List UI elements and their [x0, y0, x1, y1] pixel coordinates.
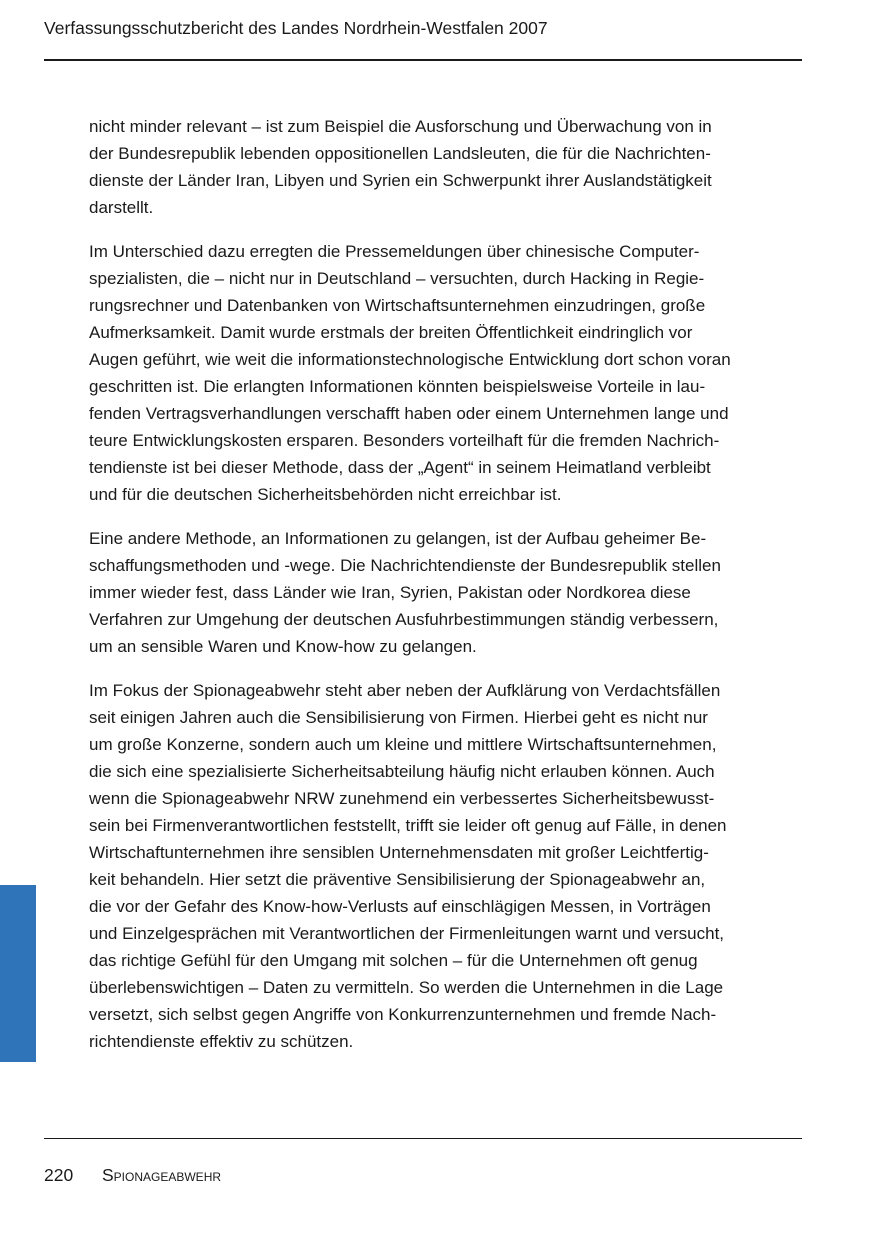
- text-line: wenn die Spionageabwehr NRW zunehmend ein verbessertes Sicherheitsbewusst-: [89, 789, 715, 808]
- text-line: tendienste ist bei dieser Methode, dass der „Agent“ in seinem Heimatland verbleibt: [89, 458, 711, 477]
- text-line: Im Unterschied dazu erregten die Pressemeldungen über chinesische Computer-: [89, 242, 700, 261]
- section-name: Spionageabwehr: [102, 1165, 222, 1185]
- header-divider: [44, 59, 802, 61]
- text-line: die sich eine spezialisierte Sicherheitsabteilung häufig nicht erlauben können. Auch: [89, 762, 715, 781]
- text-line: schaffungsmethoden und -wege. Die Nachrichtendienste der Bundesrepublik stellen: [89, 556, 721, 575]
- text-line: Verfahren zur Umgehung der deutschen Ausfuhrbestimmungen ständig verbessern,: [89, 610, 719, 629]
- text-line: Augen geführt, wie weit die informationstechnologische Entwicklung dort schon voran: [89, 350, 731, 369]
- text-line: fenden Vertragsverhandlungen verschafft haben oder einem Unternehmen lange und: [89, 404, 729, 423]
- text-line: nicht minder relevant – ist zum Beispiel die Ausforschung und Überwachung von in: [89, 117, 712, 136]
- running-header-title: Verfassungsschutzbericht des Landes Nordrhein-Westfalen 2007: [44, 18, 548, 38]
- text-line: rungsrechner und Datenbanken von Wirtschaftsunternehmen einzudringen, große: [89, 296, 706, 315]
- text-line: und Einzelgesprächen mit Verantwortlichen der Firmenleitungen warnt und versucht,: [89, 924, 725, 943]
- body-text: [89, 113, 801, 1072]
- paragraph: [89, 238, 801, 508]
- text-line: dienste der Länder Iran, Libyen und Syrien ein Schwerpunkt ihrer Auslandstätigkeit: [89, 171, 712, 190]
- text-line: das richtige Gefühl für den Umgang mit solchen – für die Unternehmen oft genug: [89, 951, 698, 970]
- footer-divider: [44, 1138, 802, 1139]
- text-line: geschritten ist. Die erlangten Informationen könnten beispielsweise Vorteile in lau-: [89, 377, 706, 396]
- text-line: richtendienste effektiv zu schützen.: [89, 1032, 354, 1051]
- text-line: um große Konzerne, sondern auch um kleine und mittlere Wirtschaftsunternehmen,: [89, 735, 717, 754]
- page-number: 220: [44, 1165, 74, 1185]
- text-line: Im Fokus der Spionageabwehr steht aber neben der Aufklärung von Verdachtsfällen: [89, 681, 721, 700]
- text-line: die vor der Gefahr des Know-how-Verlusts auf einschlägigen Messen, in Vorträgen: [89, 897, 711, 916]
- text-line: teure Entwicklungskosten ersparen. Besonders vorteilhaft für die fremden Nachrich-: [89, 431, 720, 450]
- paragraph: [89, 113, 801, 221]
- text-line: immer wieder fest, dass Länder wie Iran, Syrien, Pakistan oder Nordkorea diese: [89, 583, 691, 602]
- text-line: darstellt.: [89, 198, 154, 217]
- text-line: spezialisten, die – nicht nur in Deutschland – versuchten, durch Hacking in Regie-: [89, 269, 705, 288]
- text-line: seit einigen Jahren auch die Sensibilisierung von Firmen. Hierbei geht es nicht nur: [89, 708, 708, 727]
- text-line: um an sensible Waren und Know-how zu gelangen.: [89, 637, 477, 656]
- text-line: versetzt, sich selbst gegen Angriffe von Konkurrenzunternehmen und fremde Nach-: [89, 1005, 717, 1024]
- text-line: der Bundesrepublik lebenden oppositionellen Landsleuten, die für die Nachrichten-: [89, 144, 711, 163]
- text-line: sein bei Firmenverantwortlichen feststellt, trifft sie leider oft genug auf Fälle, in denen: [89, 816, 727, 835]
- paragraph: [89, 525, 801, 660]
- text-line: keit behandeln. Hier setzt die präventive Sensibilisierung der Spionageabwehr an,: [89, 870, 706, 889]
- text-line: überlebenswichtigen – Daten zu vermitteln. So werden die Unternehmen in die Lage: [89, 978, 724, 997]
- text-line: und für die deutschen Sicherheitsbehörden nicht erreichbar ist.: [89, 485, 562, 504]
- chapter-side-tab: [0, 885, 36, 1062]
- text-line: Aufmerksamkeit. Damit wurde erstmals der breiten Öffentlichkeit eindringlich vor: [89, 323, 693, 342]
- text-line: Wirtschaftunternehmen ihre sensiblen Unternehmensdaten mit großer Leichtfertig-: [89, 843, 709, 862]
- text-line: Eine andere Methode, an Informationen zu gelangen, ist der Aufbau geheimer Be-: [89, 529, 707, 548]
- paragraph: [89, 677, 801, 1055]
